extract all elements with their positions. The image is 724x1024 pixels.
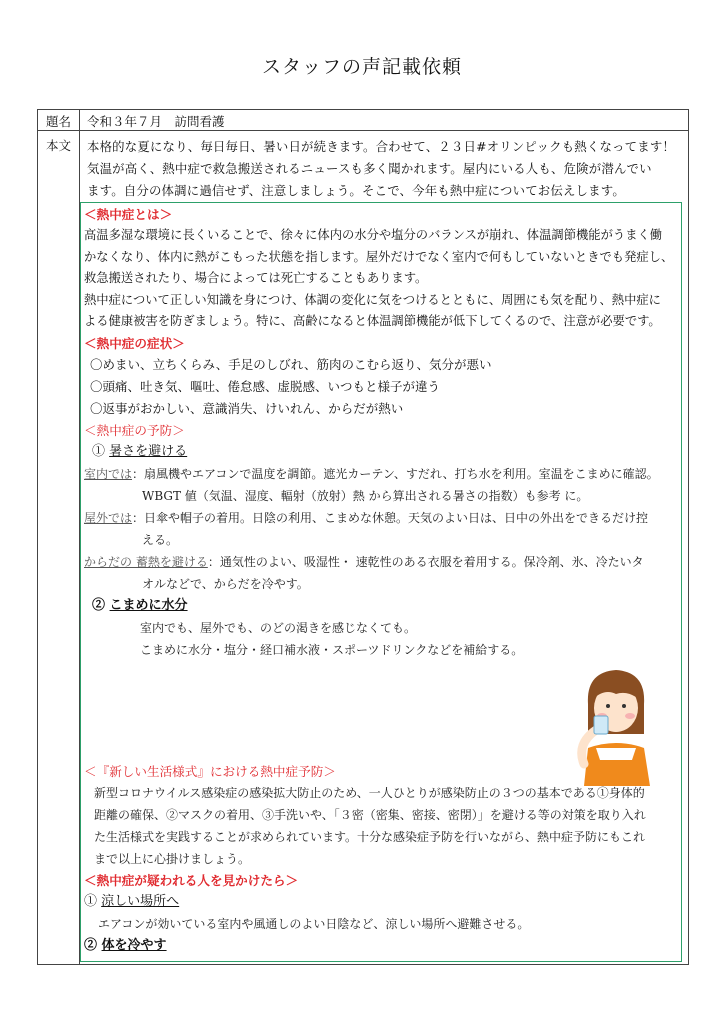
what-line: 熱中症について正しい知識を身につけ、体調の変化に気をつけるとともに、周囲にも気を配り、熱中症に [84,292,661,307]
what-line: かなくなり、体内に熱がこもった状態を指します。屋外だけでなく室内で何もしていないときでも発症し、 [84,249,674,264]
intro-paragraph [87,136,683,202]
step-number: ① [92,443,106,459]
content-body [84,204,682,957]
indoor-line [84,463,682,485]
what-line: 救急搬送されたり、場合によっては死亡することもあります。 [84,271,428,285]
firstaid-step-1-text: エアコンが効いている室内や風通しのよい日陰など、涼しい場所へ避難させる。 [98,916,530,931]
water-line: こまめに水分・塩分・経口補水液・スポーツドリンクなどを補給する。 [140,642,524,657]
intro-line: 本格的な夏になり、毎日毎日、暑い日が続きます。合わせて、２３日#オリンピックも熱くなってます！ [87,139,676,154]
body-heat-line [84,551,682,573]
symptom-item: 〇返事がおかしい、意識消失、けいれん、からだが熱い [90,400,404,416]
document-title: スタッフの声記載依頼 [261,56,462,78]
firstaid-step-2-title: 体を冷やす [101,937,167,953]
section-heading-what: ＜熱中症とは＞ [84,207,173,222]
row-divider [38,130,688,131]
newlife-line: 新型コロナウイルス感染症の感染拡大防止のため、一人ひとりが感染防止の３つの基本である①身体的 [94,785,645,800]
step-number: ① [84,893,98,909]
firstaid-step-2 [84,935,682,957]
drinking-water-illustration [570,664,662,786]
firstaid-step-1-title: 涼しい場所へ [101,893,180,909]
subject-value: 令和３年７月 訪問看護 [87,114,225,129]
prevention-heat-heading [84,441,682,463]
step-number: ② [84,937,98,953]
section-heading-symptoms: ＜熱中症の症状＞ [84,335,185,351]
indoor-label: 室内では [84,466,133,481]
body-heat-text: ：通気性のよい、吸湿性・ 速乾性のある衣服を着用する。保冷剤、氷、冷たいタ [207,554,644,569]
newlife-line: た生活様式を実践することが求められています。十分な感染症予防を行いながら、熱中症予防にもこれ [94,829,646,844]
body-heat-line-2: オルなどで、からだを冷やす。 [142,576,309,591]
intro-line: ます。自分の体調に過信せず、注意しましょう。そこで、今年も熱中症についてお伝えします。 [87,183,625,198]
eye [622,704,626,708]
intro-line: 気温が高く、熱中症で救急搬送されるニュースも多く聞かれます。屋内にいる人も、危険が潜んでい [87,161,652,176]
step-number: ② [92,597,106,613]
symptom-item: 〇めまい、立ちくらみ、手足のしびれ、筋肉のこむら返り、気分が悪い [90,356,492,372]
form-table [37,109,689,965]
prevention-heat-title: 暑さを避ける [109,443,188,459]
outdoor-text: ：日傘や帽子の着用。日陰の利用、こまめな休憩。天気のよい日は、日中の外出をできるだけ控 [132,510,649,525]
body-label: 本文 [45,138,71,153]
what-line: 高温多湿な環境に長くいることで、徐々に体内の水分や塩分のバランスが崩れ、体温調節機能がうまく働 [84,228,663,242]
subject-label: 題名 [45,114,71,129]
cheek [625,713,635,719]
what-line: よる健康被害を防ぎましょう。特に、高齢になると体温調節機能が低下してくるので、注意が必要です。 [84,314,661,328]
outdoor-line [84,507,682,529]
outdoor-line-2: える。 [142,532,179,547]
prevention-water-heading [84,595,682,617]
water-line: 室内でも、屋外でも、のどの渇きを感じなくても。 [140,620,417,635]
symptom-item: 〇頭痛、吐き気、嘔吐、倦怠感、虚脱感、いつもと様子が違う [90,378,441,394]
body-heat-label: からだの 蓄熱を避ける [84,554,208,569]
section-heading-prevention: ＜熱中症の予防＞ [84,422,185,438]
section-heading-firstaid: ＜熱中症が疑われる人を見かけたら＞ [84,872,299,888]
indoor-line-2: WBGT 値（気温、湿度、輻射（放射）熱 から算出される暑さの指数）も参考 に。 [142,488,589,503]
indoor-text: ：扇風機やエアコンで温度を調節。遮光カーテン、すだれ、打ち水を利用。室温をこまめに確認。 [132,466,659,481]
outdoor-label: 屋外では [84,510,133,525]
newlife-line: 距離の確保、②マスクの着用、③手洗いや、「３密（密集、密接、密閉）」を避ける等の対策を取り入れ [94,807,646,822]
section-heading-newlife: ＜『新しい生活様式』における熱中症予防＞ [84,763,336,779]
eye [606,704,610,708]
newlife-line: まで以上に心掛けましょう。 [94,851,251,866]
glass-icon [594,716,608,734]
prevention-water-title: こまめに水分 [109,597,188,613]
firstaid-step-1 [84,891,682,913]
collar-shape [596,748,636,760]
